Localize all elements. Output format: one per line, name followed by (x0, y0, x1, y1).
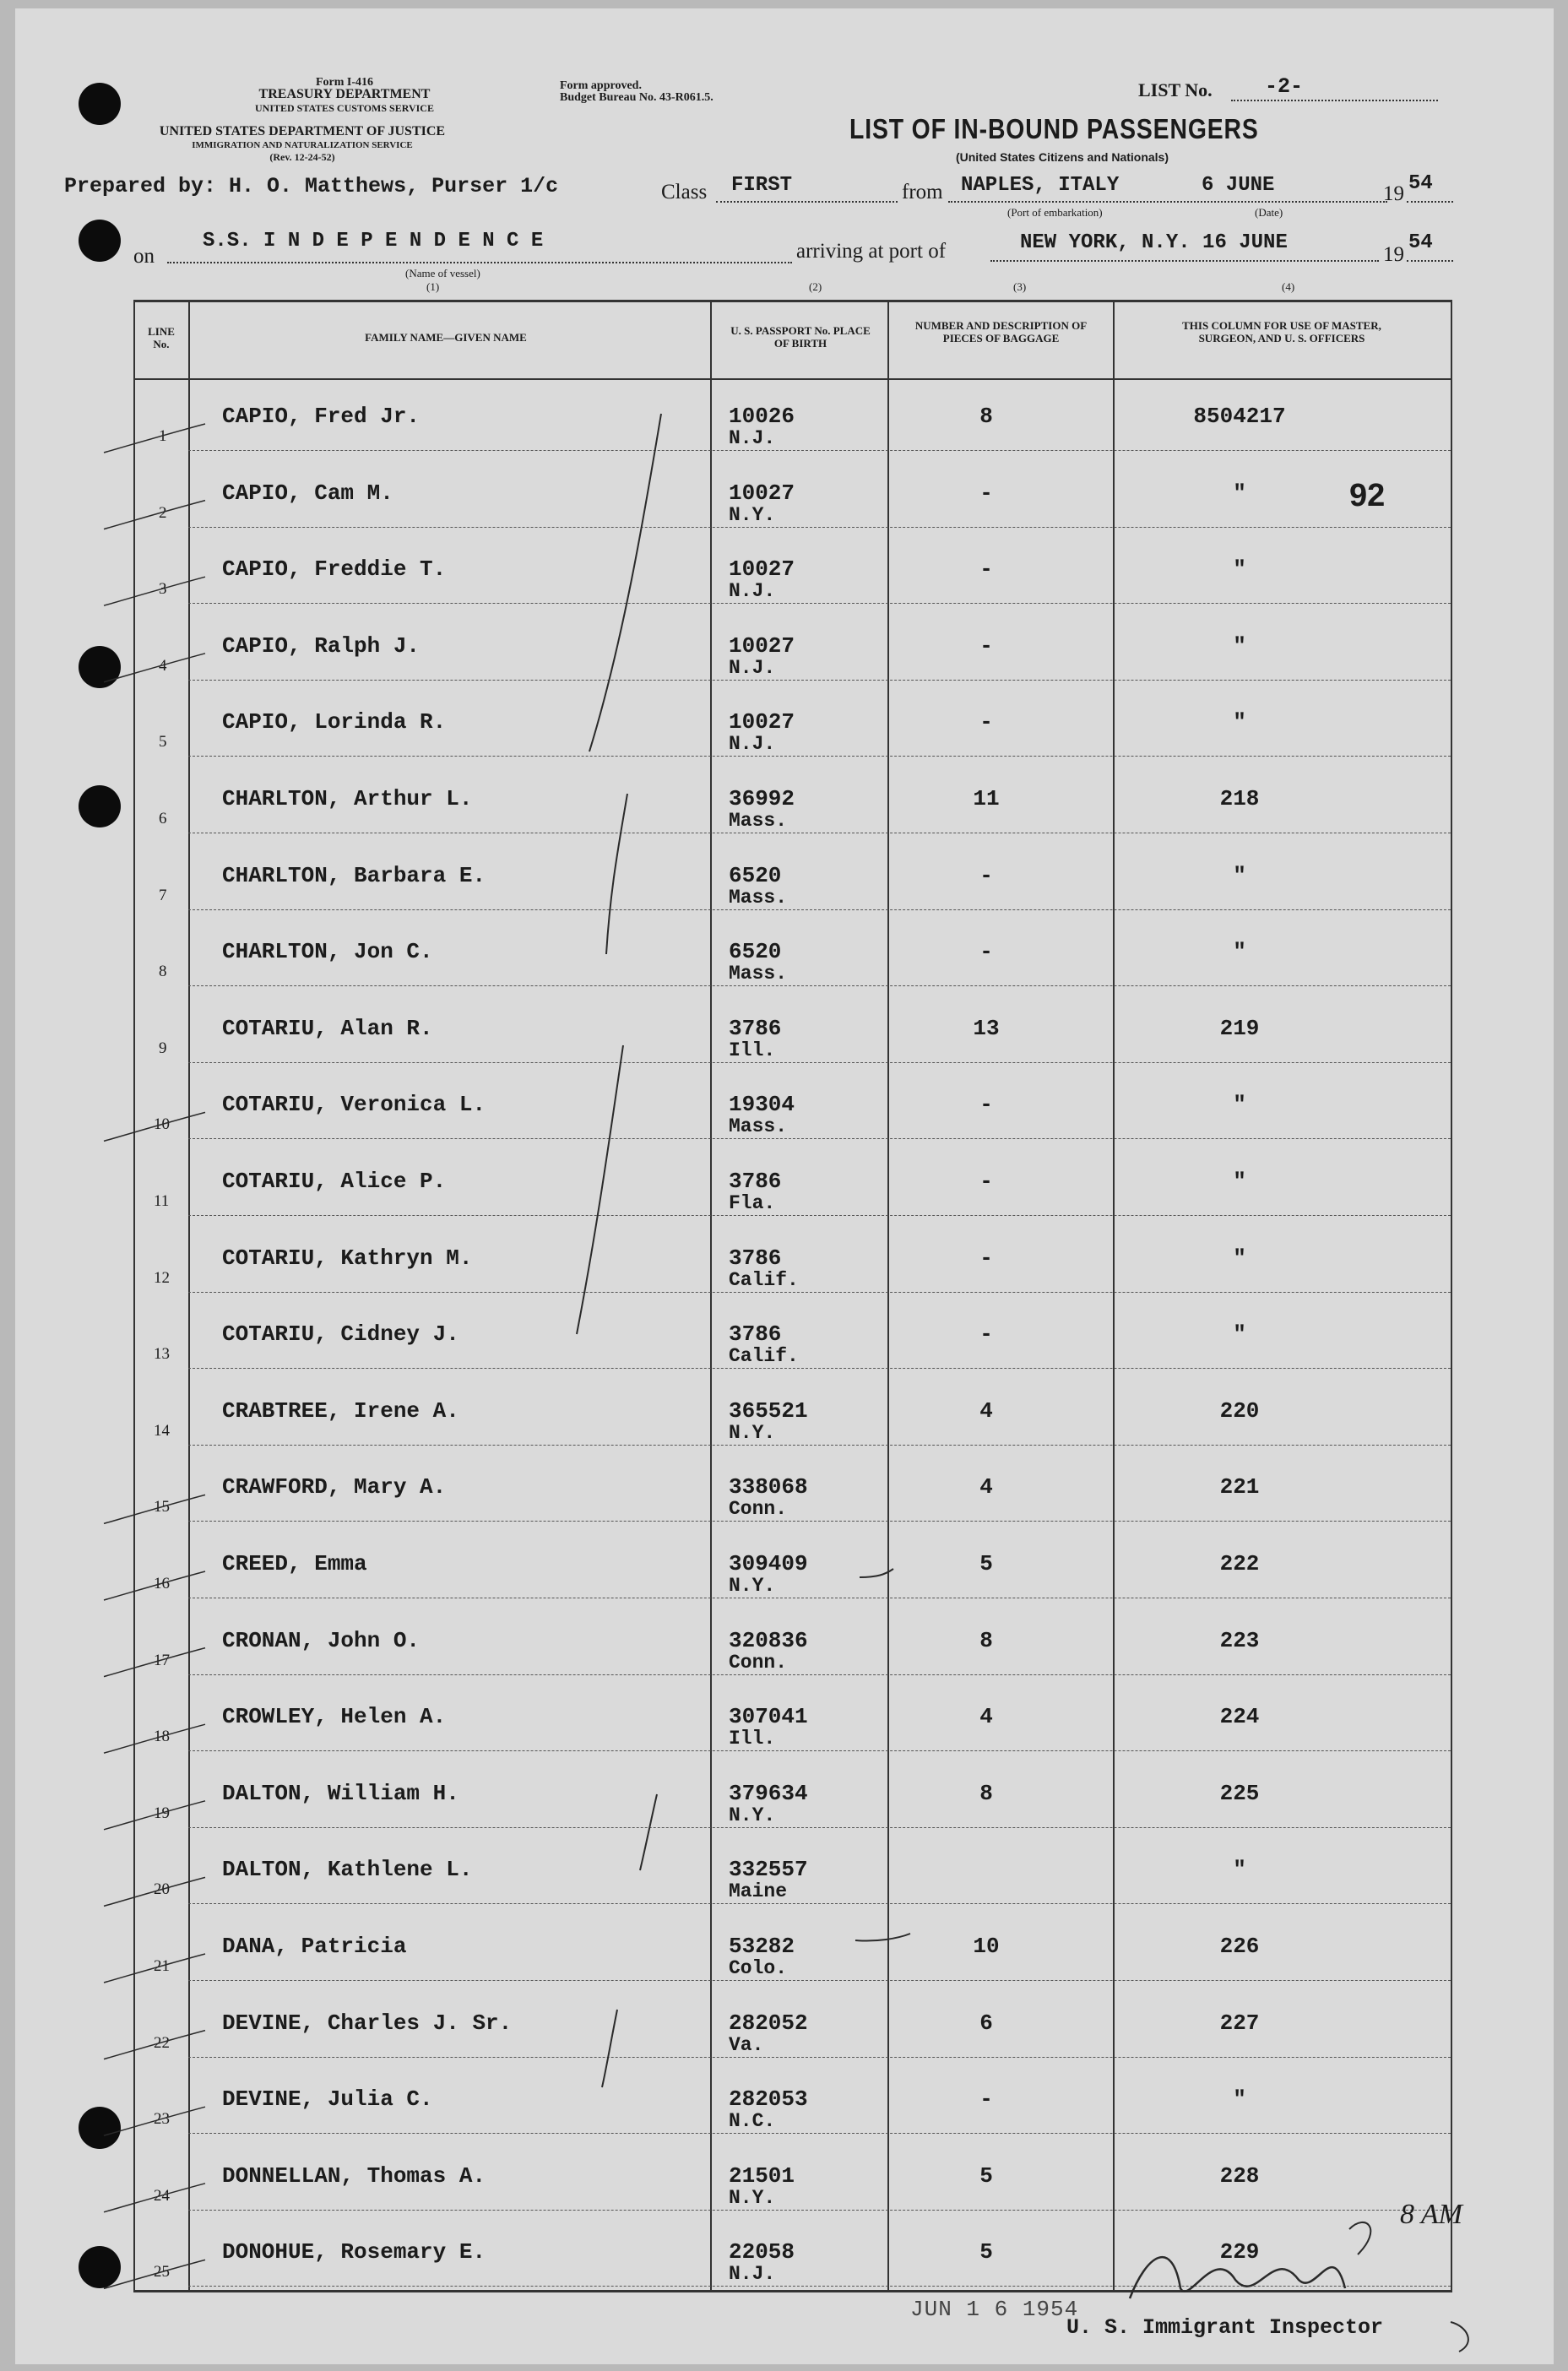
place-of-birth: Calif. (729, 1268, 799, 1291)
line-number: 23 (154, 2110, 170, 2129)
place-of-birth: N.J. (729, 656, 776, 679)
arriving-label: arriving at port of (796, 240, 947, 263)
passport-number: 6520 (729, 862, 782, 888)
officer-column: " (1233, 1857, 1246, 1883)
pencil-tick-mark (104, 577, 205, 605)
year-prefix-2: 19 (1383, 243, 1404, 266)
baggage-count: 5 (979, 1551, 993, 1576)
officer-column: " (1233, 862, 1246, 888)
passport-number: 365521 (729, 1397, 808, 1424)
passenger-name: CAPIO, Cam M. (222, 480, 393, 506)
pencil-bracket-mark (577, 1045, 623, 1334)
col-header-baggage: NUMBER AND DESCRIPTION OF PIECES OF BAGGAGE (914, 319, 1088, 345)
passport-number: 282052 (729, 2010, 808, 2036)
passenger-name: DALTON, William H. (222, 1780, 459, 1806)
officer-column: 224 (1219, 1704, 1260, 1730)
baggage-count: - (979, 1245, 993, 1271)
budget-bureau: Budget Bureau No. 43-R061.5. (560, 91, 713, 104)
pencil-tick-mark (104, 424, 205, 453)
baggage-count: 6 (979, 2010, 993, 2036)
passport-number: 307041 (729, 1704, 808, 1730)
class-label: Class (661, 181, 708, 203)
baggage-count: - (979, 709, 993, 735)
time-note: 8 AM (1400, 2199, 1462, 2230)
place-of-birth: N.Y. (729, 503, 776, 526)
line-number: 24 (154, 2186, 170, 2205)
place-of-birth: N.Y. (729, 1421, 776, 1444)
caption-1: (1) (426, 280, 440, 293)
list-no-value: -2- (1265, 74, 1304, 99)
place-of-birth: Mass. (729, 1115, 788, 1138)
year-value: 54 (1408, 172, 1433, 195)
dept-treasury: TREASURY DEPARTMENT (258, 87, 431, 101)
baggage-count: 8 (979, 1627, 993, 1653)
pencil-bracket-mark (589, 414, 661, 751)
passport-number: 10027 (729, 632, 795, 659)
col-header-passport: U. S. PASSPORT No. PLACE OF BIRTH (730, 324, 871, 350)
officer-column: 218 (1219, 786, 1260, 811)
line-number: 9 (159, 1039, 167, 1057)
class-value: FIRST (731, 174, 793, 197)
officer-column: " (1233, 709, 1246, 735)
line-number: 1 (159, 427, 167, 445)
place-of-birth: Maine (729, 1880, 788, 1903)
passenger-name: CAPIO, Fred Jr. (222, 404, 420, 429)
passport-number: 3786 (729, 1245, 782, 1271)
officer-column: " (1233, 480, 1246, 506)
caption-4: (4) (1282, 280, 1295, 293)
line-number: 21 (154, 1957, 170, 1975)
passport-number: 6520 (729, 939, 782, 965)
line-number: 22 (154, 2033, 170, 2052)
officer-column: 227 (1219, 2010, 1260, 2036)
arrival-stamp: JUN 1 6 1954 (910, 2297, 1079, 2322)
arrival-port: NEW YORK, N.Y. 16 JUNE (1020, 231, 1288, 254)
place-of-birth: Ill. (729, 1728, 776, 1750)
col-header-line: LINE No. (148, 325, 175, 350)
pencil-tick-mark (104, 654, 205, 682)
port-caption: (Port of embarkation) (1007, 206, 1103, 219)
passenger-name: COTARIU, Alan R. (222, 1015, 433, 1041)
passenger-name: COTARIU, Alice P. (222, 1169, 447, 1194)
passenger-name: DEVINE, Julia C. (222, 2086, 433, 2113)
pencil-tick-mark (104, 501, 205, 529)
baggage-count: 4 (979, 1704, 993, 1730)
year2-value: 54 (1408, 231, 1433, 254)
line-number: 18 (154, 1728, 170, 1746)
passport-number: 10027 (729, 480, 795, 506)
pencil-tick-mark (104, 2031, 205, 2059)
officer-column: 225 (1219, 1780, 1260, 1806)
year-prefix: 19 (1383, 182, 1404, 205)
line-number: 10 (154, 1115, 170, 1134)
officer-column: " (1233, 1092, 1246, 1118)
caption-2: (2) (809, 280, 822, 293)
officer-column: " (1233, 1169, 1246, 1194)
pencil-tick-mark (104, 2184, 205, 2212)
dept-customs: UNITED STATES CUSTOMS SERVICE (255, 102, 434, 114)
passenger-name: DALTON, Kathlene L. (222, 1857, 473, 1883)
vessel-caption: (Name of vessel) (405, 267, 480, 279)
inspector-signature (1349, 2222, 1370, 2254)
line-number: 16 (154, 1575, 170, 1592)
baggage-count: - (979, 480, 993, 506)
line-number: 20 (154, 1880, 170, 1899)
passport-number: 10027 (729, 709, 795, 735)
baggage-count: - (979, 2086, 993, 2113)
place-of-birth: Fla. (729, 1192, 776, 1214)
caption-3: (3) (1013, 280, 1027, 293)
side-note: 92 (1349, 478, 1386, 513)
place-of-birth: N.C. (729, 2110, 776, 2133)
pencil-tick-mark (104, 1648, 205, 1677)
passport-number: 309409 (729, 1551, 808, 1576)
place-of-birth: Mass. (729, 886, 788, 909)
pencil-bracket-mark (602, 2010, 617, 2087)
passport-number: 320836 (729, 1627, 808, 1653)
place-of-birth: Mass. (729, 810, 788, 832)
officer-column: 221 (1219, 1474, 1260, 1500)
passport-number: 332557 (729, 1857, 808, 1883)
vessel-name: S.S. I N D E P E N D E N C E (203, 230, 544, 252)
officer-column: " (1233, 556, 1246, 583)
passenger-name: CHARLTON, Barbara E. (222, 862, 486, 888)
line-number: 5 (159, 733, 167, 751)
pencil-tick-mark (104, 2260, 205, 2288)
passenger-name: CAPIO, Freddie T. (222, 556, 447, 583)
immigrant-inspector: U. S. Immigrant Inspector (1066, 2315, 1384, 2340)
officer-column: 8504217 (1193, 404, 1286, 429)
inspector-signature (1451, 2322, 1468, 2352)
baggage-count: - (979, 939, 993, 965)
baggage-count: 13 (973, 1015, 1000, 1041)
from-value: NAPLES, ITALY (961, 174, 1120, 197)
baggage-count: - (979, 862, 993, 888)
line-number: 11 (154, 1192, 170, 1210)
line-number: 8 (159, 963, 167, 981)
form-revision: (Rev. 12-24-52) (269, 151, 335, 163)
officer-column: 222 (1219, 1551, 1260, 1576)
place-of-birth: Va. (729, 2033, 764, 2056)
place-of-birth: Conn. (729, 1498, 788, 1521)
baggage-count: - (979, 556, 993, 583)
baggage-count: - (979, 1169, 993, 1194)
line-number: 25 (154, 2263, 170, 2281)
officer-column: " (1233, 939, 1246, 965)
passenger-name: CREED, Emma (222, 1551, 367, 1576)
passenger-name: CAPIO, Lorinda R. (222, 709, 447, 735)
line-number: 13 (154, 1345, 170, 1364)
form-number: Form I-416 (315, 76, 374, 89)
passport-number: 338068 (729, 1474, 808, 1500)
page-subtitle: (United States Citizens and Nationals) (955, 150, 1169, 164)
inspector-signature (1130, 2257, 1345, 2298)
dept-ins: IMMIGRATION AND NATURALIZATION SERVICE (192, 140, 413, 150)
baggage-count: 4 (979, 1474, 993, 1500)
officer-column: 220 (1219, 1397, 1260, 1424)
passport-number: 21501 (729, 2162, 795, 2189)
passenger-name: CHARLTON, Arthur L. (222, 786, 473, 811)
baggage-count: 8 (979, 404, 993, 429)
place-of-birth: N.Y. (729, 1575, 776, 1597)
officer-column: " (1233, 632, 1246, 659)
passenger-name: COTARIU, Cidney J. (222, 1321, 459, 1348)
officer-column: " (1233, 1245, 1246, 1271)
passenger-name: DEVINE, Charles J. Sr. (222, 2010, 513, 2036)
dept-justice: UNITED STATES DEPARTMENT OF JUSTICE (159, 124, 446, 138)
date-caption: (Date) (1255, 206, 1283, 219)
passenger-name: DONNELLAN, Thomas A. (222, 2162, 486, 2189)
line-number: 17 (154, 1651, 170, 1669)
pencil-tick-mark (104, 1954, 205, 1983)
document-sheet (15, 8, 1554, 2364)
on-label: on (133, 245, 155, 268)
list-no-label: LIST No. (1138, 79, 1213, 100)
baggage-count: 11 (973, 786, 1000, 811)
passenger-name: COTARIU, Kathryn M. (222, 1245, 473, 1271)
passport-number: 282053 (729, 2086, 808, 2113)
passenger-name: DONOHUE, Rosemary E. (222, 2239, 486, 2265)
passport-number: 3786 (729, 1321, 782, 1348)
pencil-tick-mark (104, 2107, 205, 2135)
baggage-count: 4 (979, 1397, 993, 1424)
pencil-tick-mark (104, 1801, 205, 1830)
officer-column: 223 (1219, 1627, 1260, 1653)
from-label: from (902, 181, 943, 203)
passenger-name: CAPIO, Ralph J. (222, 632, 420, 659)
passport-number: 36992 (729, 786, 795, 811)
baggage-count: 5 (979, 2162, 993, 2189)
officer-column: " (1233, 1321, 1246, 1348)
passport-number: 10027 (729, 556, 795, 583)
place-of-birth: N.J. (729, 580, 776, 603)
passenger-name: CRAWFORD, Mary A. (222, 1474, 447, 1500)
handwritten-marks (15, 8, 1554, 2364)
passport-number: 3786 (729, 1015, 782, 1041)
place-of-birth: N.J. (729, 733, 776, 756)
line-number: 14 (154, 1421, 170, 1440)
officer-column: " (1233, 2086, 1246, 2113)
passenger-name: CRABTREE, Irene A. (222, 1397, 459, 1424)
place-of-birth: N.J. (729, 427, 776, 449)
baggage-count: 5 (979, 2239, 993, 2265)
baggage-count: 8 (979, 1780, 993, 1806)
officer-column: 219 (1219, 1015, 1260, 1041)
pencil-tick-mark (104, 1112, 205, 1141)
place-of-birth: Colo. (729, 1957, 788, 1979)
pencil-bracket-mark (640, 1794, 657, 1870)
passenger-name: CHARLTON, Jon C. (222, 939, 433, 965)
officer-column: 229 (1219, 2239, 1260, 2265)
line-number: 15 (154, 1498, 170, 1516)
place-of-birth: Ill. (729, 1039, 776, 1061)
passport-number: 379634 (729, 1780, 808, 1806)
line-number: 4 (159, 656, 167, 675)
passport-number: 19304 (729, 1092, 795, 1118)
baggage-count: - (979, 1092, 993, 1118)
line-number: 12 (154, 1268, 170, 1287)
col-header-name: FAMILY NAME—GIVEN NAME (365, 331, 527, 344)
pencil-tick-mark (104, 1495, 205, 1523)
baggage-count: - (979, 1321, 993, 1348)
pencil-tick-mark (104, 1877, 205, 1906)
line-number: 3 (159, 580, 167, 599)
pencil-tick-mark (104, 1571, 205, 1600)
prepared-by: Prepared by: H. O. Matthews, Purser 1/c (64, 174, 559, 198)
pencil-tick-mark (104, 1724, 205, 1753)
line-number: 2 (159, 503, 167, 522)
place-of-birth: Calif. (729, 1345, 799, 1368)
passenger-name: CROWLEY, Helen A. (222, 1704, 447, 1730)
line-number: 7 (159, 886, 167, 904)
passenger-name: DANA, Patricia (222, 1934, 407, 1959)
pencil-tick-mark (855, 1934, 910, 1941)
passport-number: 3786 (729, 1169, 782, 1194)
place-of-birth: Conn. (729, 1651, 788, 1674)
col-header-officers: THIS COLUMN FOR USE OF MASTER, SURGEON, AND U. S. OFFICERS (1182, 319, 1381, 345)
page-title: LIST OF IN-BOUND PASSENGERS (849, 113, 1259, 144)
form-approved: Form approved. (560, 79, 642, 92)
officer-column: 226 (1219, 1934, 1260, 1959)
line-number: 6 (159, 810, 167, 827)
passport-number: 53282 (729, 1934, 795, 1959)
passenger-name: COTARIU, Veronica L. (222, 1092, 486, 1118)
place-of-birth: N.Y. (729, 1804, 776, 1826)
date-value: 6 JUNE (1202, 174, 1275, 197)
place-of-birth: Mass. (729, 963, 788, 985)
baggage-count: 10 (973, 1934, 1000, 1959)
place-of-birth: N.Y. (729, 2186, 776, 2209)
officer-column: 228 (1219, 2162, 1260, 2189)
baggage-count: - (979, 632, 993, 659)
line-number: 19 (154, 1804, 170, 1822)
pencil-bracket-mark (606, 794, 627, 954)
place-of-birth: N.J. (729, 2263, 776, 2286)
pencil-tick-mark (860, 1569, 893, 1577)
passport-number: 22058 (729, 2239, 795, 2265)
passport-number: 10026 (729, 404, 795, 429)
passenger-name: CRONAN, John O. (222, 1627, 420, 1653)
